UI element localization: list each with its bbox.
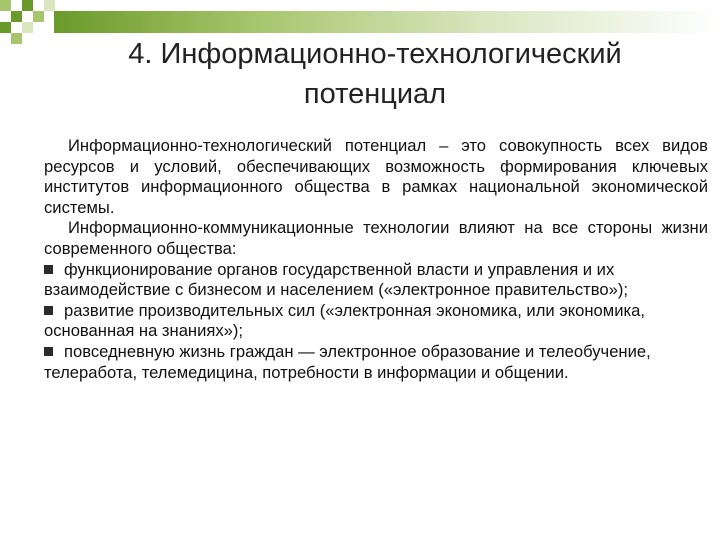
square-bullet-icon bbox=[44, 306, 53, 315]
slide-title: 4. Информационно-технологический потенциал bbox=[128, 38, 622, 110]
list-item bbox=[44, 342, 708, 383]
list-item-text: развитие производительных сил («электронная экономика, или экономика, основанная на знаниях»); bbox=[44, 300, 645, 341]
definition-paragraph: Информационно-технологический потенциал – это совокупность всех видов ресурсов и условий, обеспечивающих возможность формирования ключевых институтов информационного общества в рамках национальной экономической системы. bbox=[44, 136, 708, 217]
slide-body bbox=[44, 136, 708, 383]
square-bullet-icon bbox=[44, 347, 53, 356]
list-item-text: функционирование органов государственной власти и управления и их взаимодействие с бизнесом и населением («электронное правительство»); bbox=[44, 259, 628, 300]
corner-decoration bbox=[0, 0, 60, 60]
header-gradient-bar bbox=[54, 11, 720, 33]
list-item bbox=[44, 260, 708, 301]
intro-paragraph: Информационно-коммуникационные технологии влияют на все стороны жизни современного общества: bbox=[44, 218, 708, 258]
list-item-text: повседневную жизнь граждан — электронное образование и телеобучение, телеработа, телемедицина, потребности в информации и общении. bbox=[44, 341, 651, 382]
list-item bbox=[44, 301, 708, 342]
square-bullet-icon bbox=[44, 265, 53, 274]
